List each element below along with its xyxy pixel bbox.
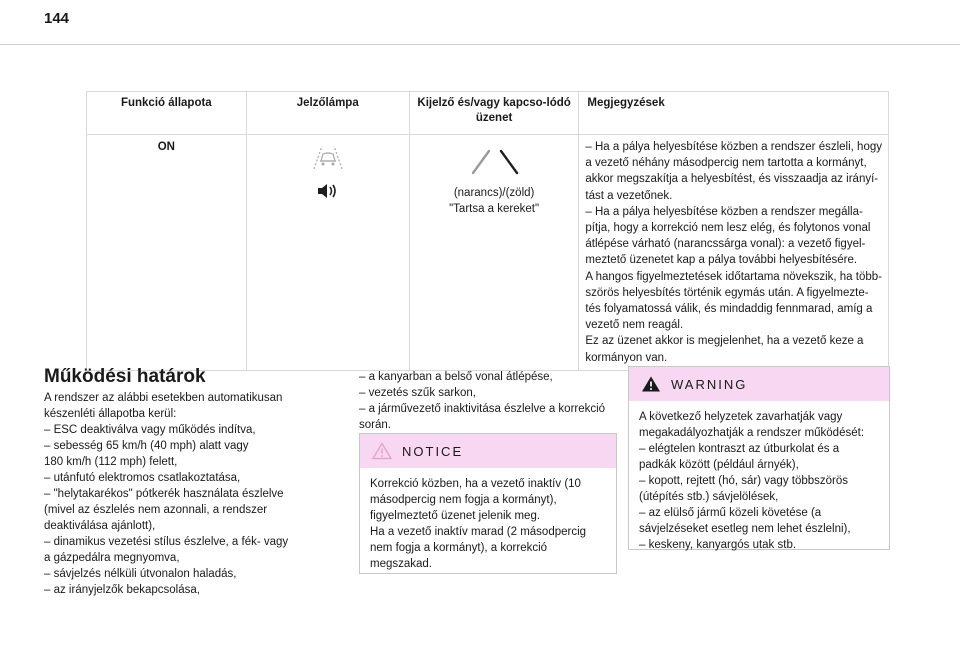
text-line: – "helytakarékos" pótkerék használata észlelve — [44, 488, 284, 500]
header-notes: Megjegyzések — [579, 92, 889, 135]
note-line: A hangos figyelmeztetések időtartama növekszik, ha több- — [585, 270, 882, 283]
function-table — [86, 91, 889, 371]
warning-line: padkák között (például árnyék), — [639, 459, 799, 471]
note-line: a vezető néhány másodpercig nem tartotta a kormányt, — [585, 157, 867, 170]
section-title: Működési határok — [44, 366, 206, 387]
warning-line: A következő helyzetek zavarhatják vagy — [639, 411, 843, 423]
display-caption-message: "Tartsa a kereket" — [449, 203, 540, 216]
text-line: (mivel az észlelés nem azonnali, a rendszer — [44, 504, 268, 516]
text-line: – utánfutó elektromos csatlakoztatása, — [44, 472, 241, 484]
notice-box — [359, 433, 617, 574]
header-function-state: Funkció állapota — [87, 92, 247, 135]
text-line: – sávjelzés nélküli útvonalon haladás, — [44, 568, 237, 580]
note-line: vezető nem reagál. — [585, 319, 684, 332]
notice-triangle-icon — [372, 442, 392, 460]
lane-keeping-assist-icon — [310, 143, 346, 171]
state-cell: ON — [87, 135, 247, 371]
page-number: 144 — [44, 10, 70, 27]
notice-line: figyelmeztető üzenet jelenik meg. — [370, 510, 541, 522]
note-line: – Ha a pálya helyesbítése közben a rendszer észleli, hogy — [585, 141, 882, 153]
notice-title: NOTICE — [402, 443, 464, 459]
limits-text-column-2 — [359, 369, 619, 433]
speaker-sound-icon — [315, 181, 341, 201]
notes-cell — [579, 135, 889, 371]
warning-line: – kopott, rejtett (hó, sár) vagy többszörös — [639, 475, 849, 487]
notice-body — [360, 468, 616, 572]
note-line: – Ha a pálya helyesbítése közben a rendszer megálla- — [585, 205, 863, 218]
note-line: meztető üzenetet kap a pálya további helyesbítésére. — [585, 254, 858, 267]
note-line: Ez az üzenet akkor is megjelenhet, ha a vezető keze a — [585, 335, 864, 348]
warning-line: megakadályozhatják a rendszer működését: — [639, 427, 865, 439]
header-display-message: Kijelző és/vagy kapcso-lódó üzenet — [409, 92, 579, 135]
indicator-cell — [246, 135, 409, 371]
note-line: átlépése várható (narancssárga vonal): a vezető figyel- — [585, 238, 866, 251]
text-line: 180 km/h (112 mph) felett, — [44, 456, 178, 468]
notice-line: Korrekció közben, ha a vezető inaktív (10 — [370, 478, 581, 490]
warning-box — [628, 366, 890, 550]
notice-line: megszakad. — [370, 558, 433, 570]
display-caption-colors: (narancs)/(zöld) — [453, 187, 535, 199]
notice-line: nem fogja a kormányt), a korrekció — [370, 542, 548, 554]
limits-text-column-1 — [44, 390, 344, 598]
top-divider — [0, 44, 960, 45]
notice-line: Ha a vezető inaktív marad (2 másodpercig — [370, 526, 587, 538]
warning-line: – keskeny, kanyargós utak stb. — [639, 539, 797, 551]
text-line: – a járművezető inaktivitása észlelve a korrekció — [359, 403, 606, 415]
note-line: tés folyamatossá válik, és mindaddig fennmarad, amíg a — [585, 303, 873, 316]
warning-line: sávjelzéseket esetleg nem lehet észlelni), — [639, 523, 851, 535]
note-line: tást a vezetőnek. — [585, 189, 673, 202]
text-line: készenléti állapotba kerül: — [44, 408, 177, 420]
text-line: A rendszer az alábbi esetekben automatikusan — [44, 392, 283, 404]
note-line: kormányon van. — [585, 351, 668, 364]
text-line: – az irányjelzők bekapcsolása, — [44, 584, 200, 596]
header-indicator-lamp: Jelzőlámpa — [246, 92, 409, 135]
text-line: a gázpedálra megnyomva, — [44, 552, 180, 564]
text-line: deaktiválása ajánlott), — [44, 520, 156, 532]
text-line: – dinamikus vezetési stílus észlelve, a fék- vagy — [44, 536, 289, 548]
warning-body — [629, 401, 889, 553]
text-line: – vezetés szűk sarkon, — [359, 387, 476, 399]
lane-lines-icon — [459, 145, 529, 177]
warning-title: WARNING — [671, 376, 748, 392]
text-line: – ESC deaktiválva vagy működés indítva, — [44, 424, 256, 436]
warning-line: – elégtelen kontraszt az útburkolat és a — [639, 443, 840, 455]
warning-line: (útépítés stb.) sávjelölések, — [639, 491, 779, 503]
display-cell — [409, 135, 579, 371]
warning-triangle-icon — [641, 375, 661, 393]
text-line: során. — [359, 419, 391, 431]
notice-header — [360, 434, 616, 468]
text-line: – sebesség 65 km/h (40 mph) alatt vagy — [44, 440, 249, 452]
note-line: pítja, hogy a korrekció nem lesz elég, és folytonos vonal — [585, 222, 871, 235]
warning-line: – az elülső jármű közeli követése (a — [639, 507, 822, 519]
note-line: szörös helyesbítés történik egymás után. A figyelmezte- — [585, 286, 869, 299]
warning-header — [629, 367, 889, 401]
notice-line: másodpercig nem fogja a kormányt), — [370, 494, 557, 506]
note-line: akkor megszakítja a helyesbítést, és visszaadja az irányí- — [585, 173, 879, 186]
text-line: – a kanyarban a belső vonal átlépése, — [359, 371, 553, 383]
